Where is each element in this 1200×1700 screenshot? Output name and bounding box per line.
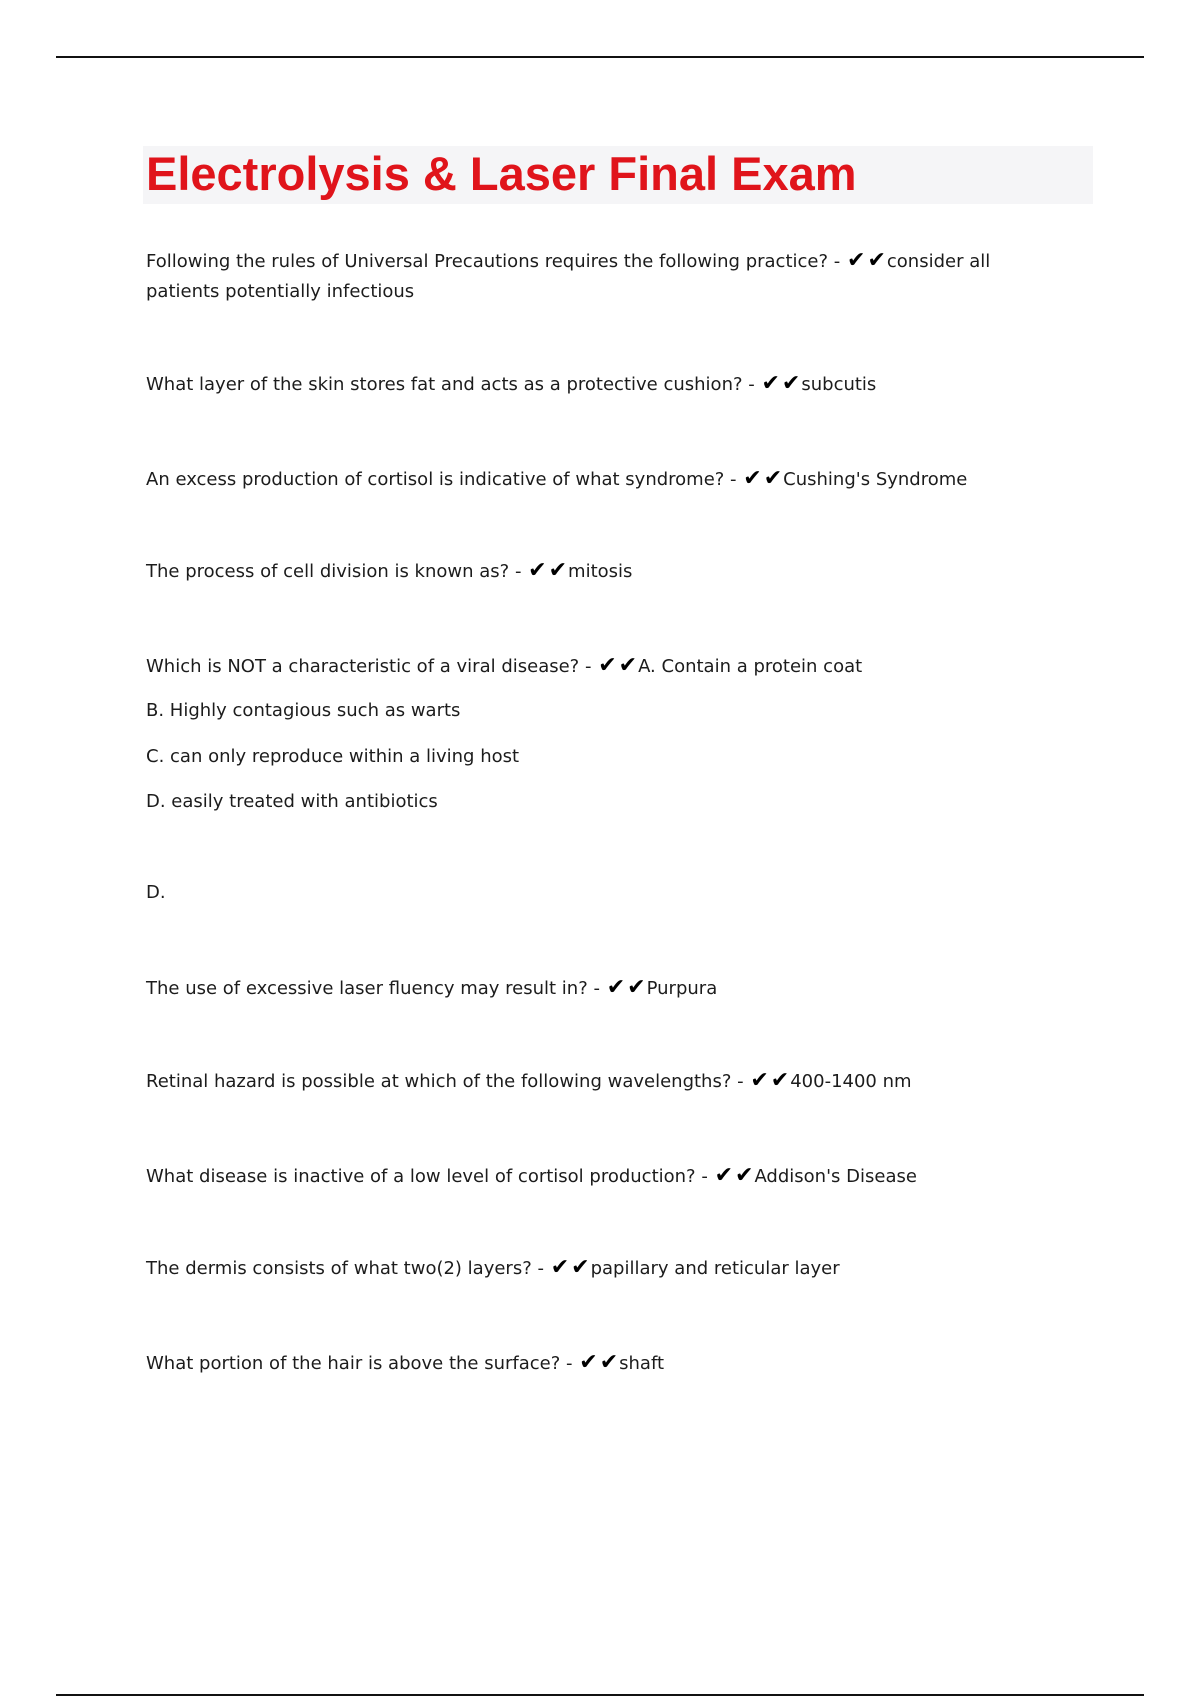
qa-item <box>146 464 967 495</box>
question-text: Following the rules of Universal Precautions requires the following practice? - <box>146 251 841 272</box>
check-icon: ✔ <box>606 975 626 1000</box>
qa-item <box>146 1253 840 1284</box>
check-icon: ✔ <box>618 653 638 678</box>
check-icon: ✔ <box>571 1255 590 1280</box>
question-text: An excess production of cortisol is indicative of what syndrome? - <box>146 469 737 490</box>
check-icon: ✔ <box>528 558 547 583</box>
answer-text: shaft <box>619 1353 665 1374</box>
check-icon: ✔ <box>763 466 783 491</box>
qa-item <box>146 1348 664 1379</box>
check-icon: ✔ <box>847 248 866 273</box>
question-text: The process of cell division is known as? - <box>146 561 522 582</box>
check-icon: ✔ <box>761 371 780 396</box>
check-icon: ✔ <box>750 1068 769 1093</box>
answer-text: 400-1400 nm <box>790 1071 912 1092</box>
top-rule <box>56 56 1144 58</box>
answer-text-continued: patients potentially infectious <box>146 281 415 302</box>
final-answer-text: D. <box>146 882 166 903</box>
check-icon: ✔ <box>550 1255 570 1280</box>
option-line <box>146 742 519 772</box>
qa-item <box>146 369 876 400</box>
question-text: Retinal hazard is possible at which of the following wavelengths? - <box>146 1071 744 1092</box>
option-text: B. Highly contagious such as warts <box>146 700 461 721</box>
answer-text: subcutis <box>801 374 877 395</box>
option-line <box>146 696 460 726</box>
final-answer-line <box>146 878 166 908</box>
check-icon: ✔ <box>743 466 762 491</box>
qa-item <box>146 973 717 1004</box>
answer-text: mitosis <box>568 561 633 582</box>
question-text: The dermis consists of what two(2) layers? - <box>146 1258 544 1279</box>
answer-text: Addison's Disease <box>754 1166 917 1187</box>
check-icon: ✔ <box>735 1163 754 1188</box>
answer-checks <box>527 558 568 583</box>
answer-checks <box>749 1068 790 1093</box>
check-icon: ✔ <box>627 975 646 1000</box>
check-icon: ✔ <box>867 248 886 273</box>
answer-text: Purpura <box>646 978 718 999</box>
answer-checks <box>714 1163 755 1188</box>
page-title: Electrolysis & Laser Final Exam <box>146 147 857 200</box>
option-text: D. easily treated with antibiotics <box>146 791 438 812</box>
qa-item <box>146 1161 917 1192</box>
check-icon: ✔ <box>598 653 617 678</box>
check-icon: ✔ <box>599 1350 619 1375</box>
answer-checks <box>760 371 801 396</box>
qa-item <box>146 246 990 277</box>
check-icon: ✔ <box>714 1163 733 1188</box>
question-text: What disease is inactive of a low level of cortisol production? - <box>146 1166 708 1187</box>
option-line <box>146 787 438 817</box>
question-text: Which is NOT a characteristic of a viral disease? - <box>146 656 592 677</box>
answer-text: Cushing's Syndrome <box>783 469 968 490</box>
answer-text: consider all <box>886 251 991 272</box>
qa-item <box>146 556 632 587</box>
answer-checks <box>597 653 638 678</box>
check-icon: ✔ <box>781 371 801 396</box>
answer-checks <box>578 1350 619 1375</box>
question-text: What portion of the hair is above the surface? - <box>146 1353 573 1374</box>
check-icon: ✔ <box>579 1350 598 1375</box>
question-text: What layer of the skin stores fat and acts as a protective cushion? - <box>146 374 755 395</box>
answer-continuation <box>146 277 414 307</box>
bottom-rule <box>56 1694 1144 1696</box>
answer-text: A. Contain a protein coat <box>638 656 863 677</box>
qa-item <box>146 1066 912 1097</box>
answer-checks <box>606 975 647 1000</box>
answer-text: papillary and reticular layer <box>590 1258 840 1279</box>
option-text: C. can only reproduce within a living host <box>146 746 520 767</box>
check-icon: ✔ <box>548 558 568 583</box>
check-icon: ✔ <box>770 1068 790 1093</box>
answer-checks <box>742 466 783 491</box>
qa-item <box>146 651 862 682</box>
question-text: The use of excessive laser fluency may result in? - <box>146 978 600 999</box>
answer-checks <box>846 248 887 273</box>
answer-checks <box>550 1255 591 1280</box>
